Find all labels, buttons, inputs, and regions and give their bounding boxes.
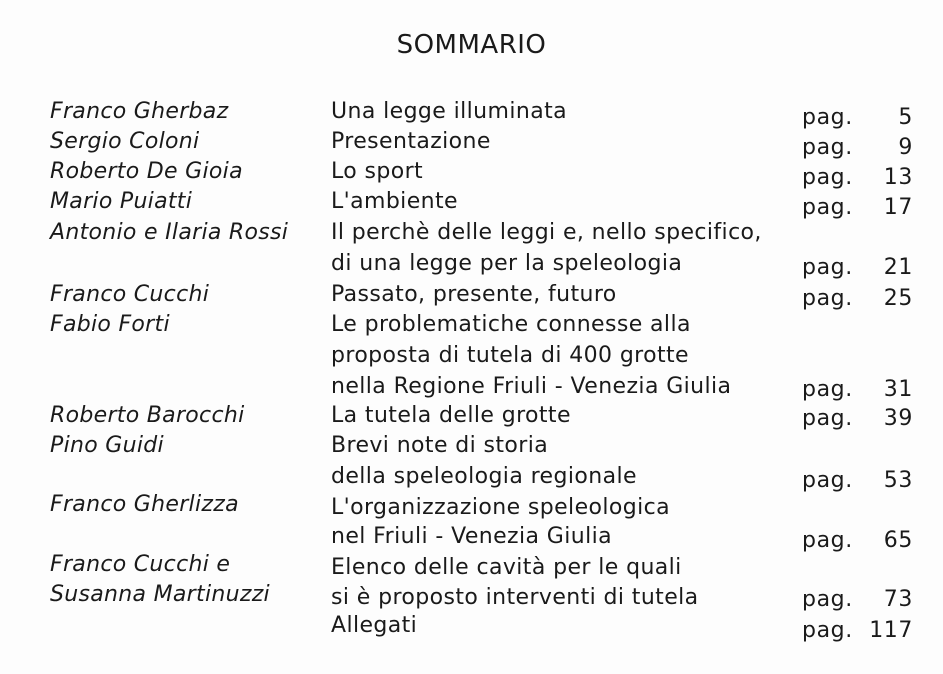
- toc-item-title: Il perchè delle leggi e, nello specifico,: [331, 220, 762, 245]
- toc-page-number: 117: [869, 618, 913, 643]
- toc-item-title: Allegati: [331, 613, 418, 638]
- toc-row: [0, 280, 943, 310]
- toc-item-title: Presentazione: [331, 129, 491, 154]
- toc-item-title: si è proposto interventi di tutela: [331, 585, 699, 610]
- toc-item-title: Passato, presente, futuro: [331, 282, 617, 307]
- toc-item-title: L'organizzazione speleologica: [331, 495, 670, 520]
- toc-page-number: 13: [883, 165, 913, 190]
- toc-row: [0, 522, 943, 552]
- toc-row: [0, 431, 943, 461]
- toc-row: [0, 580, 943, 610]
- toc-page-number: 53: [883, 468, 913, 493]
- toc-author: Pino Guidi: [50, 433, 164, 458]
- toc-pag-label: pag.: [802, 468, 853, 493]
- toc-author: Franco Cucchi: [50, 282, 210, 307]
- toc-row: [0, 401, 943, 431]
- toc-pag-label: pag.: [802, 377, 853, 402]
- toc-pag-label: pag.: [802, 618, 853, 643]
- toc-row: [0, 187, 943, 220]
- toc-pag-label: pag.: [802, 165, 853, 190]
- toc-page-number: 73: [883, 587, 913, 612]
- toc-page-number: 21: [883, 255, 913, 280]
- toc-row: [0, 157, 943, 190]
- toc-row: [0, 611, 943, 641]
- toc-pag-label: pag.: [802, 195, 853, 220]
- toc-pag-label: pag.: [802, 406, 853, 431]
- toc-page-number: 39: [883, 406, 913, 431]
- toc-author: Roberto Barocchi: [50, 403, 245, 428]
- toc-page-number: 5: [898, 105, 913, 130]
- toc-author: Franco Gherbaz: [50, 99, 229, 124]
- toc-item-title: proposta di tutela di 400 grotte: [331, 343, 689, 368]
- toc-item-title: La tutela delle grotte: [331, 403, 571, 428]
- toc-item-title: di una legge per la speleologia: [331, 251, 683, 276]
- toc-row: [0, 249, 943, 279]
- toc-item-title: nella Regione Friuli - Venezia Giulia: [331, 374, 732, 399]
- toc-row: [0, 127, 943, 160]
- toc-author: Franco Cucchi e: [50, 552, 231, 577]
- toc-author: Fabio Forti: [50, 312, 170, 337]
- toc-item-title: nel Friuli - Venezia Giulia: [331, 524, 612, 549]
- toc-page-number: 25: [883, 286, 913, 311]
- toc-row: [0, 97, 943, 130]
- toc-item-title: Le problematiche connesse alla: [331, 312, 691, 337]
- toc-author: Franco Gherlizza: [50, 492, 239, 517]
- toc-page-number: 31: [883, 377, 913, 402]
- toc-page-number: 9: [898, 135, 913, 160]
- toc-row: [0, 490, 943, 520]
- toc-pag-label: pag.: [802, 135, 853, 160]
- toc-row: [0, 218, 943, 248]
- toc-pag-label: pag.: [802, 105, 853, 130]
- toc-page-number: 17: [883, 195, 913, 220]
- toc-item-title: Brevi note di storia: [331, 433, 549, 458]
- toc-author: Mario Puiatti: [50, 189, 193, 214]
- toc-author: Susanna Martinuzzi: [50, 582, 270, 607]
- toc-author: Sergio Coloni: [50, 129, 200, 154]
- toc-author: Antonio e Ilaria Rossi: [50, 220, 289, 245]
- toc-row: [0, 550, 943, 580]
- toc-pag-label: pag.: [802, 286, 853, 311]
- toc-row: [0, 372, 943, 402]
- toc-page-number: 65: [883, 528, 913, 553]
- toc-row: [0, 310, 943, 340]
- toc-author: Roberto De Gioia: [50, 159, 243, 184]
- toc-pag-label: pag.: [802, 528, 853, 553]
- page-title: SOMMARIO: [396, 30, 547, 60]
- toc-row: [0, 462, 943, 492]
- toc-item-title: Lo sport: [331, 159, 424, 184]
- toc-item-title: della speleologia regionale: [331, 464, 637, 489]
- toc-item-title: L'ambiente: [331, 189, 458, 214]
- toc-item-title: Una legge illuminata: [331, 99, 567, 124]
- toc-row: [0, 341, 943, 371]
- toc-pag-label: pag.: [802, 587, 853, 612]
- toc-item-title: Elenco delle cavità per le quali: [331, 555, 682, 580]
- toc-pag-label: pag.: [802, 255, 853, 280]
